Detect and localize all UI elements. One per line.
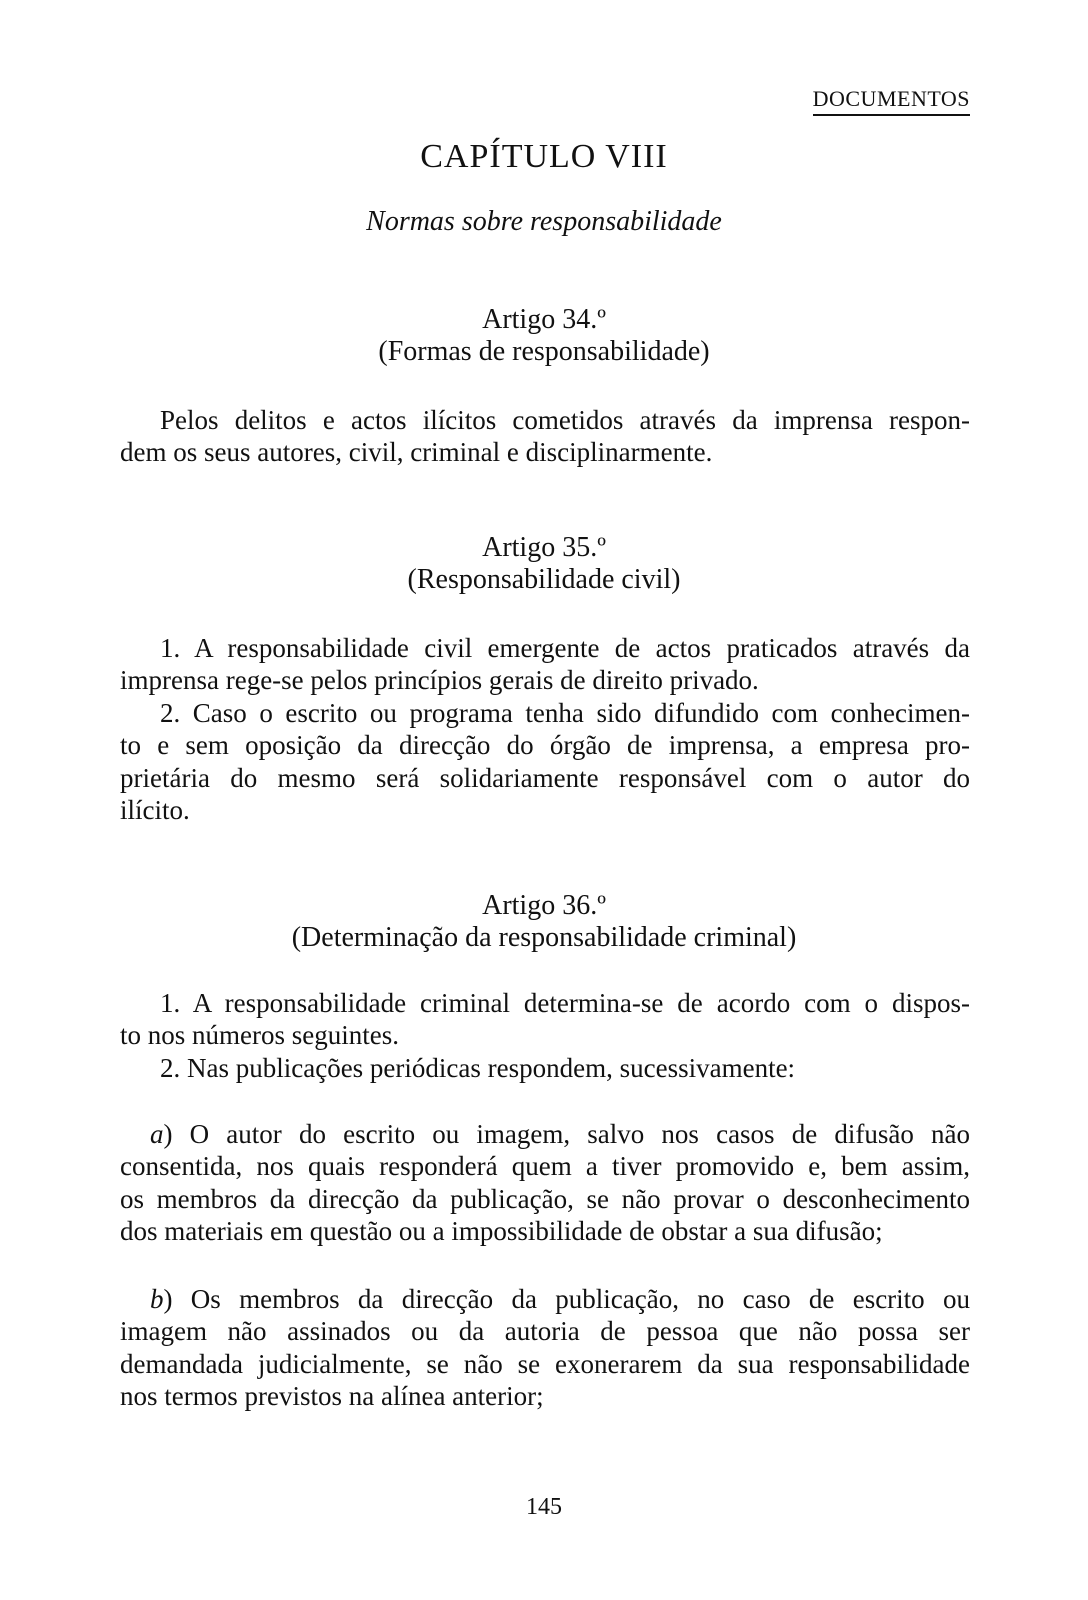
text-line: consentida, nos quais responderá quem a tiver promovido e, bem assim, (120, 1151, 970, 1182)
text-line: imagem não assinados ou da autoria de pessoa que não possa ser (120, 1316, 970, 1347)
paragraph-a (120, 1118, 970, 1248)
text-line: ilícito. (120, 794, 190, 825)
text-line: Pelos delitos e actos ilícitos cometidos através da imprensa respon- (160, 405, 970, 435)
article-subtitle: (Determinação da responsabilidade criminal) (291, 922, 797, 953)
text-line: dos materiais em questão ou a impossibilidade de obstar a sua difusão; (120, 1216, 883, 1247)
text-line: dem os seus autores, civil, criminal e disciplinarmente. (120, 437, 713, 468)
text-line: prietária do mesmo será solidariamente responsável com o autor do (120, 762, 970, 793)
text-line: os membros da direcção da publicação, se não provar o desconhecimento (120, 1183, 970, 1214)
article-35-body (120, 632, 970, 826)
article-title: Artigo 35.º (482, 532, 606, 563)
text-line: 2. Caso o escrito ou programa tenha sido difundido com conhecimen- (160, 697, 970, 728)
running-header: DOCUMENTOS (813, 86, 970, 116)
article-36-heading (0, 890, 1088, 954)
chapter-title: CAPÍTULO VIII (420, 138, 668, 175)
text-line: 1. A responsabilidade criminal determina-se de acordo com o dispos- (160, 988, 970, 1018)
article-title: Artigo 34.º (482, 304, 606, 335)
chapter-subtitle: Normas sobre responsabilidade (366, 206, 722, 237)
article-34-heading (0, 304, 1088, 368)
text-line: imprensa rege-se pelos princípios gerais de direito privado. (120, 665, 759, 696)
text-line: 1. A responsabilidade civil emergente de actos praticados através da (160, 633, 970, 663)
text-line: b) Os membros da direcção da publicação, no caso de escrito ou (150, 1284, 970, 1314)
text-line: to nos números seguintes. (120, 1020, 399, 1051)
article-35-heading (0, 532, 1088, 596)
paragraph-b (120, 1283, 970, 1413)
article-subtitle: (Responsabilidade civil) (407, 564, 681, 595)
text-line: 2. Nas publicações periódicas respondem, sucessivamente: (160, 1052, 796, 1083)
article-subtitle: (Formas de responsabilidade) (378, 336, 710, 367)
page-number: 145 (526, 1494, 562, 1520)
article-34-body (120, 404, 970, 469)
article-title: Artigo 36.º (482, 890, 606, 921)
text-line: to e sem oposição da direcção do órgão de imprensa, a empresa pro- (120, 730, 970, 761)
text-line: nos termos previstos na alínea anterior; (120, 1381, 544, 1412)
text-line: a) O autor do escrito ou imagem, salvo nos casos de difusão não (150, 1119, 970, 1149)
text-line: demandada judicialmente, se não se exonerarem da sua responsabilidade (120, 1348, 970, 1379)
article-36-body (120, 987, 970, 1084)
